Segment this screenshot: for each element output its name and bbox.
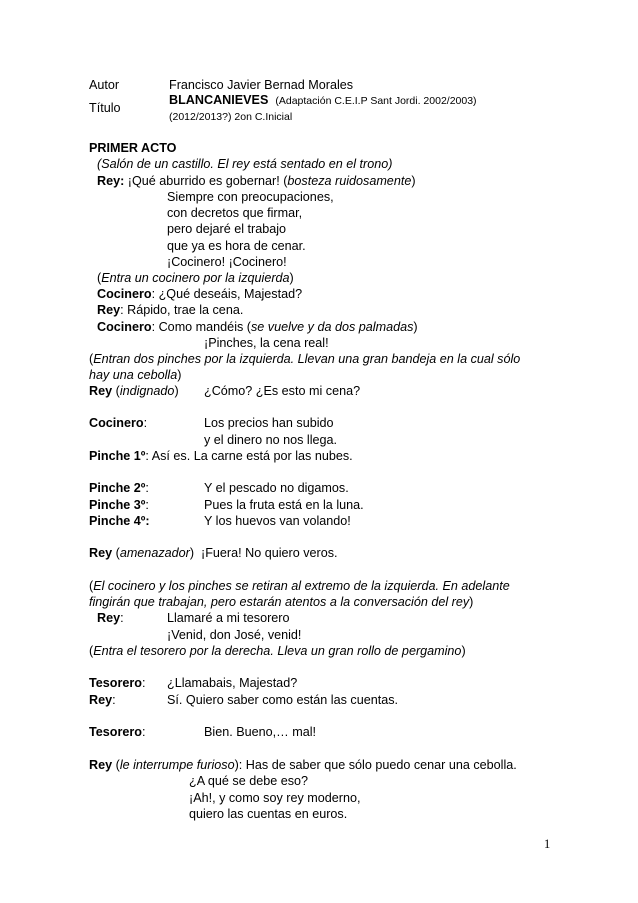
verse-line: Siempre con preocupaciones, [167,190,334,204]
speaker-name: Rey [89,546,113,560]
dialogue-text: : Como mandéis ( [151,320,251,334]
speaker-name: Pinche 1º [89,449,146,463]
dialogue-line [97,286,302,302]
paren: ) [413,320,418,334]
dialogue-text: Y el pescado no digamos. [204,481,349,495]
stage-inline: amenazador [119,546,190,560]
dialogue-text: : Rápido, trae la cena. [120,303,244,317]
stage-direction: (Entra el tesorero por la derecha. Lleva un gran rollo de pergamino) [89,644,466,658]
dialogue-line: Rey: [89,693,116,707]
colon: : [143,416,148,430]
speaker-name: Rey: [97,174,125,188]
paren: ) [411,174,416,188]
dialogue-text: ): Has de saber que sólo puedo cenar una cebolla. [234,758,517,772]
dialogue-text: Bien. Bueno,… mal! [204,725,317,739]
title-line [169,92,477,109]
speaker-name: Rey [89,693,113,707]
verse-line: ¡Pinches, la cena real! [204,336,329,350]
dialogue-text: ¿Cómo? ¿Es esto mi cena? [204,384,361,398]
stage-inline: indignado [119,384,175,398]
verse-line: y el dinero no nos llega. [204,433,338,447]
stage-inline: bosteza ruidosamente [287,174,412,188]
speaker-name: Tesorero [89,725,142,739]
stage-direction: fingirán que trabajan, pero estarán atentos a la conversación del rey) [89,595,474,609]
verse-line: que ya es hora de cenar. [167,239,306,253]
stage-text: Entra un cocinero por la izquierda [101,271,290,285]
speaker-name: Rey [97,303,121,317]
stage-text: Entran dos pinches por la izquierda. Llevan una gran bandeja en la cual sólo [93,352,521,366]
verse-line: Los precios han subido [204,416,334,430]
stage-direction: (El cocinero y los pinches se retiran al extremo de la izquierda. En adelante [89,579,510,593]
title-main: BLANCANIEVES [169,93,269,107]
speaker-name: Cocinero [89,416,144,430]
dialogue-line: Rey (indignado) [89,384,179,398]
dialogue-line [97,319,418,335]
stage-direction [97,270,294,286]
dialogue-line [97,173,416,189]
paren: ( [97,271,102,285]
autor-label: Autor [89,78,120,92]
dialogue-line: Tesorero: [89,676,146,690]
stage-inline: se vuelve y da dos palmadas [250,320,414,334]
dialogue-line: Rey (amenazador) ¡Fuera! No quiero veros. [89,546,338,560]
stage-text: hay una cebolla [89,368,178,382]
dialogue-line [89,448,353,464]
page-number: 1 [544,837,551,851]
dialogue-line [89,415,147,431]
stage-text: El cocinero y los pinches se retiran al extremo de la izquierda. En adelante [93,579,510,593]
dialogue-text: ¡Fuera! No quiero veros. [201,546,338,560]
stage-text: Entra el tesorero por la derecha. Lleva un gran rollo de pergamino [93,644,462,658]
dialogue-text: Y los huevos van volando! [204,514,351,528]
titulo-label: Título [89,101,121,115]
act-title: PRIMER ACTO [89,141,177,155]
dialogue-line: Pinche 2º: [89,481,149,495]
speaker-name: Pinche 3º [89,498,146,512]
dialogue-line: Pinche 3º: [89,498,149,512]
verse-line: pero dejaré el trabajo [167,222,287,236]
speaker-name: Rey [97,611,121,625]
autor-value: Francisco Javier Bernad Morales [169,78,354,92]
dialogue-line [97,302,243,318]
speaker-name: Cocinero [97,320,152,334]
dialogue-text: Sí. Quiero saber como están las cuentas. [167,693,399,707]
verse-line: ¡Ah!, y como soy rey moderno, [189,791,361,805]
paren: ) [289,271,294,285]
verse-line: Llamaré a mi tesorero [167,611,290,625]
dialogue-line: Rey (le interrumpe furioso): Has de saber que sólo puedo cenar una cebolla. [89,758,517,772]
speaker-name: Pinche 2º [89,481,146,495]
stage-direction: (Salón de un castillo. El rey está sentado en el trono) [97,157,393,171]
title-note2: (2012/2013?) 2on C.Inicial [169,111,293,123]
dialogue-text: : Así es. La carne está por las nubes. [145,449,353,463]
dialogue-text: Pues la fruta está en la luna. [204,498,364,512]
speaker-name: Rey [89,758,113,772]
stage-inline: le interrumpe furioso [119,758,235,772]
colon: : [120,611,124,625]
stage-text: fingirán que trabajan, pero estarán atentos a la conversación del rey [89,595,470,609]
stage-direction: (Entran dos pinches por la izquierda. Llevan una gran bandeja en la cual sólo [89,352,521,366]
verse-line: con decretos que firmar, [167,206,303,220]
verse-line: quiero las cuentas en euros. [189,807,348,821]
speaker-name: Pinche 4º: [89,514,150,528]
verse-line: ¿A qué se debe eso? [189,774,309,788]
verse-line: ¡Venid, don José, venid! [167,628,302,642]
dialogue-line: Tesorero: [89,725,146,739]
dialogue-text: : ¿Qué deseáis, Majestad? [151,287,303,301]
verse-line: ¡Cocinero! ¡Cocinero! [167,255,287,269]
stage-direction: hay una cebolla) [89,368,182,382]
title-note: (Adaptación C.E.I.P Sant Jordi. 2002/2003) [275,95,477,107]
dialogue-text: ¿Llamabais, Majestad? [167,676,298,690]
speaker-name: Cocinero [97,287,152,301]
dialogue-text: ¡Qué aburrido es gobernar! ( [124,174,288,188]
speaker-name: Tesorero [89,676,142,690]
dialogue-line [97,610,124,626]
speaker-name: Rey [89,384,113,398]
